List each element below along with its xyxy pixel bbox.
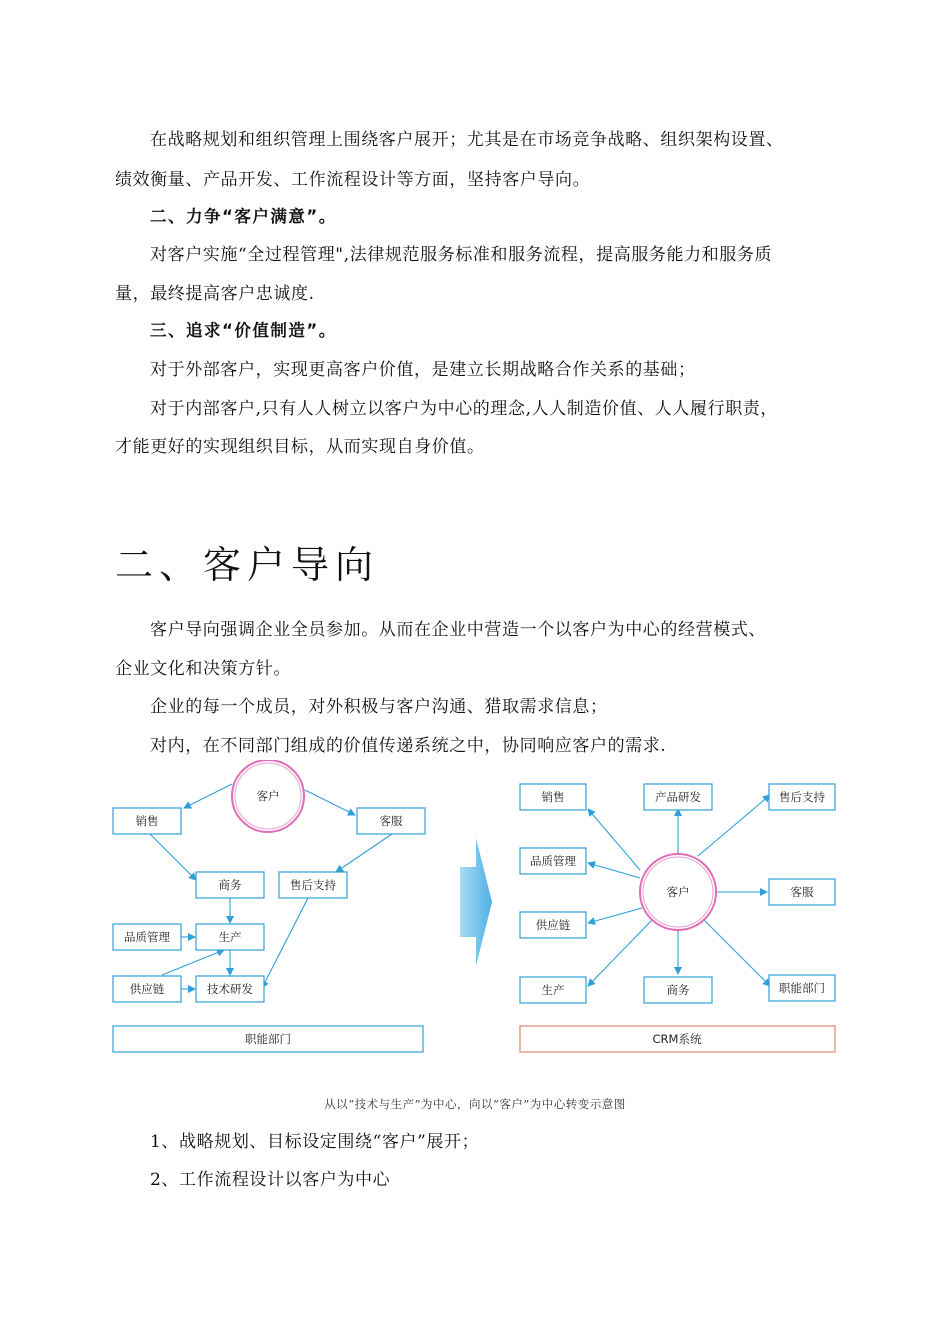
para7: 对内，在不同部门组成的价值传递系统之中，协同响应客户的需求. [150, 736, 667, 756]
arrow-to-sales [588, 809, 640, 870]
para5-line1: 客户导向强调企业全员参加。从而在企业中营造一个以客户为中心的经营模式、 [150, 620, 766, 640]
arrow-to-quality [588, 863, 640, 878]
left-sales-label: 销售 [135, 814, 159, 828]
para1-line2: 绩效衡量、产品开发、工作流程设计等方面，坚持客户导向。 [115, 170, 591, 190]
right-diagram [520, 784, 835, 1052]
left-quality-label: 品质管理 [124, 930, 170, 944]
transition-arrow-icon [460, 838, 492, 966]
arrow-customer-to-sales [184, 784, 232, 808]
left-diagram [113, 760, 425, 1052]
right-functional-label: 职能部门 [779, 981, 825, 995]
section-title: 二、客户导向 [115, 543, 380, 587]
arrow-to-supply [588, 908, 642, 923]
arrow-aftersales-to-tech [262, 898, 308, 988]
arrow-supply-to-production [162, 950, 224, 975]
para2-line2: 量，最终提高客户忠诚度. [115, 284, 315, 304]
arrow-sales-to-business [150, 834, 196, 880]
para4-line2: 才能更好的实现组织目标，从而实现自身价值。 [115, 437, 485, 457]
left-business-label: 商务 [218, 878, 242, 892]
right-service-label: 客服 [790, 885, 814, 899]
arrow-to-production [588, 920, 652, 986]
para4-line1: 对于内部客户,只有人人树立以客户为中心的理念,人人制造价值、人人履行职责， [150, 399, 779, 419]
right-crm-base-label: CRM系统 [652, 1032, 702, 1046]
right-quality-label: 品质管理 [530, 854, 576, 868]
right-sales-label: 销售 [541, 790, 565, 804]
list-item-1: 1、战略规划、目标设定围绕“客户”展开； [150, 1132, 480, 1152]
para5-line2: 企业文化和决策方针。 [115, 659, 291, 679]
left-production-label: 生产 [218, 930, 242, 944]
heading-customer-satisfaction: 二、力争“客户满意”。 [150, 207, 337, 226]
right-aftersales-label: 售后支持 [779, 790, 825, 804]
right-supply-label: 供应链 [535, 918, 571, 932]
para6: 企业的每一个成员，对外积极与客户沟通、猎取需求信息； [150, 697, 608, 717]
right-business-label: 商务 [666, 983, 690, 997]
left-aftersales-label: 售后支持 [290, 878, 336, 892]
heading-value-creation: 三、追求“价值制造”。 [150, 321, 337, 340]
para2-line1: 对客户实施“全过程管理",法律规范服务标准和服务流程，提高服务能力和服务质 [150, 245, 773, 265]
list-item-2: 2、工作流程设计以客户为中心 [150, 1170, 391, 1190]
right-customer-label: 客户 [666, 885, 690, 899]
arrow-customer-to-service [305, 790, 355, 815]
left-service-label: 客服 [379, 814, 403, 828]
para1-line1: 在战略规划和组织管理上围绕客户展开；尤其是在市场竞争战略、组织架构设置、 [150, 130, 784, 150]
arrow-service-to-aftersales [336, 834, 392, 872]
arrow-to-functional [704, 920, 770, 986]
figure-caption: 从以“技术与生产”为中心，向以“客户”为中心转变示意图 [324, 1097, 626, 1111]
customer-orientation-diagram [0, 760, 950, 1090]
left-tech-label: 技术研发 [207, 982, 253, 996]
right-product-label: 产品研发 [655, 790, 701, 804]
left-functional-base-label: 职能部门 [245, 1032, 291, 1046]
left-customer-label: 客户 [256, 789, 280, 803]
left-supply-label: 供应链 [129, 982, 165, 996]
right-production-label: 生产 [541, 983, 565, 997]
para3: 对于外部客户，实现更高客户价值，是建立长期战略合作关系的基础； [150, 360, 696, 380]
